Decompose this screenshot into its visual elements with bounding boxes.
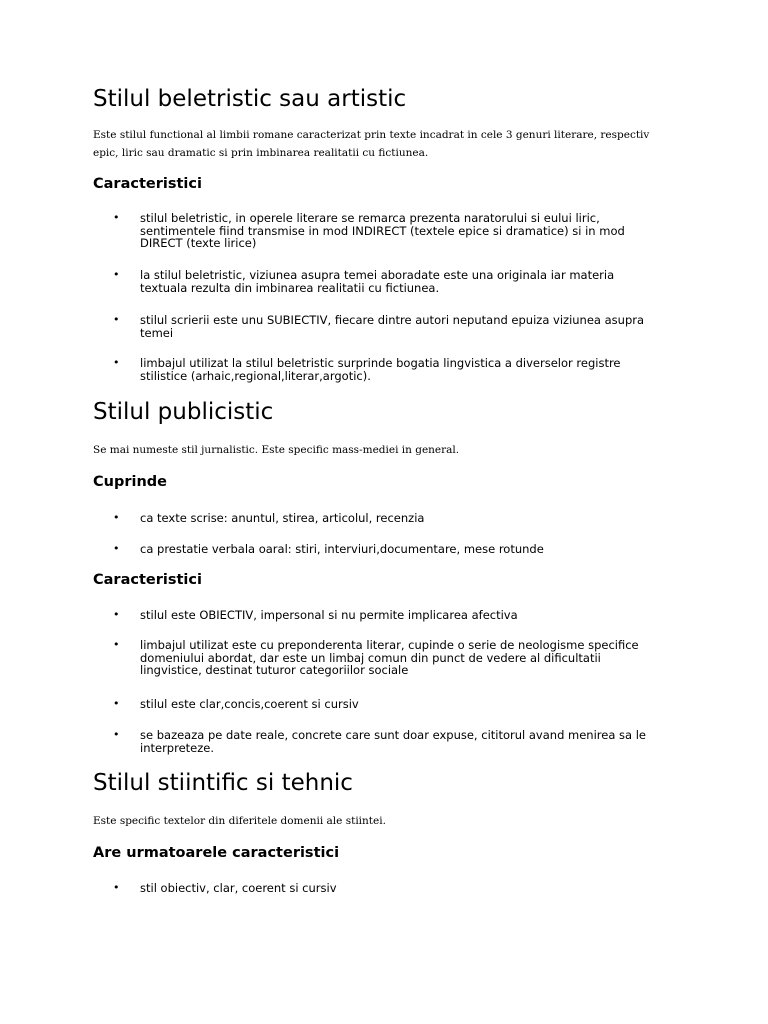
list-item-text: ca texte scrise: anuntul, stirea, articolul, recenzia: [140, 511, 425, 525]
list-item: [113, 609, 663, 622]
list-item: [113, 698, 663, 711]
bullet-icon: •: [113, 542, 120, 555]
section-title-beletristic: Stilul beletristic sau artistic: [93, 86, 407, 112]
list-item-text: stilul beletristic, in operele literare se remarca prezenta naratorului si eului liric, sentimentele fiind transmise in mod INDIRECT (textele epice si dramatice) si in mod DIRECT (texte lirice): [140, 211, 625, 250]
section-intro-beletristic: Este stilul functional al limbii romane caracterizat prin texte incadrat in cele 3 genuri literare, respectiv epic, liric sau dramatic si prin imbinarea realitatii cu fictiunea.: [93, 129, 650, 159]
list-item-text: la stilul beletristic, viziunea asupra temei aboradate este una originala iar materia textuala rezulta din imbinarea realitatii cu fictiunea.: [140, 268, 615, 295]
section-title-publicistic: Stilul publicistic: [93, 399, 274, 425]
list-item-text: stilul este OBIECTIV, impersonal si nu permite implicarea afectiva: [140, 608, 518, 622]
subheading-are-urmatoarele: Are urmatoarele caracteristici: [93, 845, 340, 861]
list-item: [113, 512, 663, 525]
list-item: [113, 882, 663, 895]
list-item: [113, 543, 663, 556]
list-item: [113, 639, 663, 677]
list-item-text: ca prestatie verbala oaral: stiri, interviuri,documentare, mese rotunde: [140, 542, 544, 556]
subheading-caracteristici-2: Caracteristici: [93, 572, 202, 588]
list-item: [113, 729, 663, 754]
list-item-text: limbajul utilizat la stilul beletristic surprinde bogatia lingvistica a diverselor registre stilistice (arhaic,regional,literar,argotic).: [140, 356, 621, 383]
list-item-text: stilul este clar,concis,coerent si cursiv: [140, 697, 359, 711]
list-item-text: limbajul utilizat este cu preponderenta literar, cupinde o serie de neologisme specifice domeniului abordat, dar este un limbaj comun din punct de vedere al dificultatii lingvistice, destinat tuturor categoriilor sociale: [140, 638, 639, 677]
section-intro-publicistic: Se mai numeste stil jurnalistic. Este specific mass-mediei in general.: [93, 444, 460, 456]
subheading-cuprinde: Cuprinde: [93, 474, 168, 490]
section-intro-stiintific: Este specific textelor din diferitele domenii ale stiintei.: [93, 815, 386, 827]
bullet-icon: •: [113, 728, 120, 741]
bullet-icon: •: [113, 608, 120, 621]
list-item: [113, 269, 663, 294]
list-item: [113, 314, 663, 339]
bullet-icon: •: [113, 313, 120, 326]
bullet-icon: •: [113, 356, 120, 369]
bullet-icon: •: [113, 511, 120, 524]
list-item-text: stilul scrierii este unu SUBIECTIV, fiecare dintre autori neputand epuiza viziunea asupra temei: [140, 313, 645, 340]
bullet-icon: •: [113, 638, 120, 651]
list-item-text: se bazeaza pe date reale, concrete care sunt doar expuse, cititorul avand menirea sa le interpreteze.: [140, 728, 646, 755]
bullet-icon: •: [113, 211, 120, 224]
bullet-icon: •: [113, 881, 120, 894]
subheading-caracteristici-1: Caracteristici: [93, 176, 202, 192]
list-item-text: stil obiectiv, clar, coerent si cursiv: [140, 881, 337, 895]
section-title-stiintific: Stilul stiintific si tehnic: [93, 770, 353, 796]
bullet-icon: •: [113, 697, 120, 710]
bullet-icon: •: [113, 268, 120, 281]
list-item: [113, 357, 663, 382]
list-item: [113, 212, 663, 250]
